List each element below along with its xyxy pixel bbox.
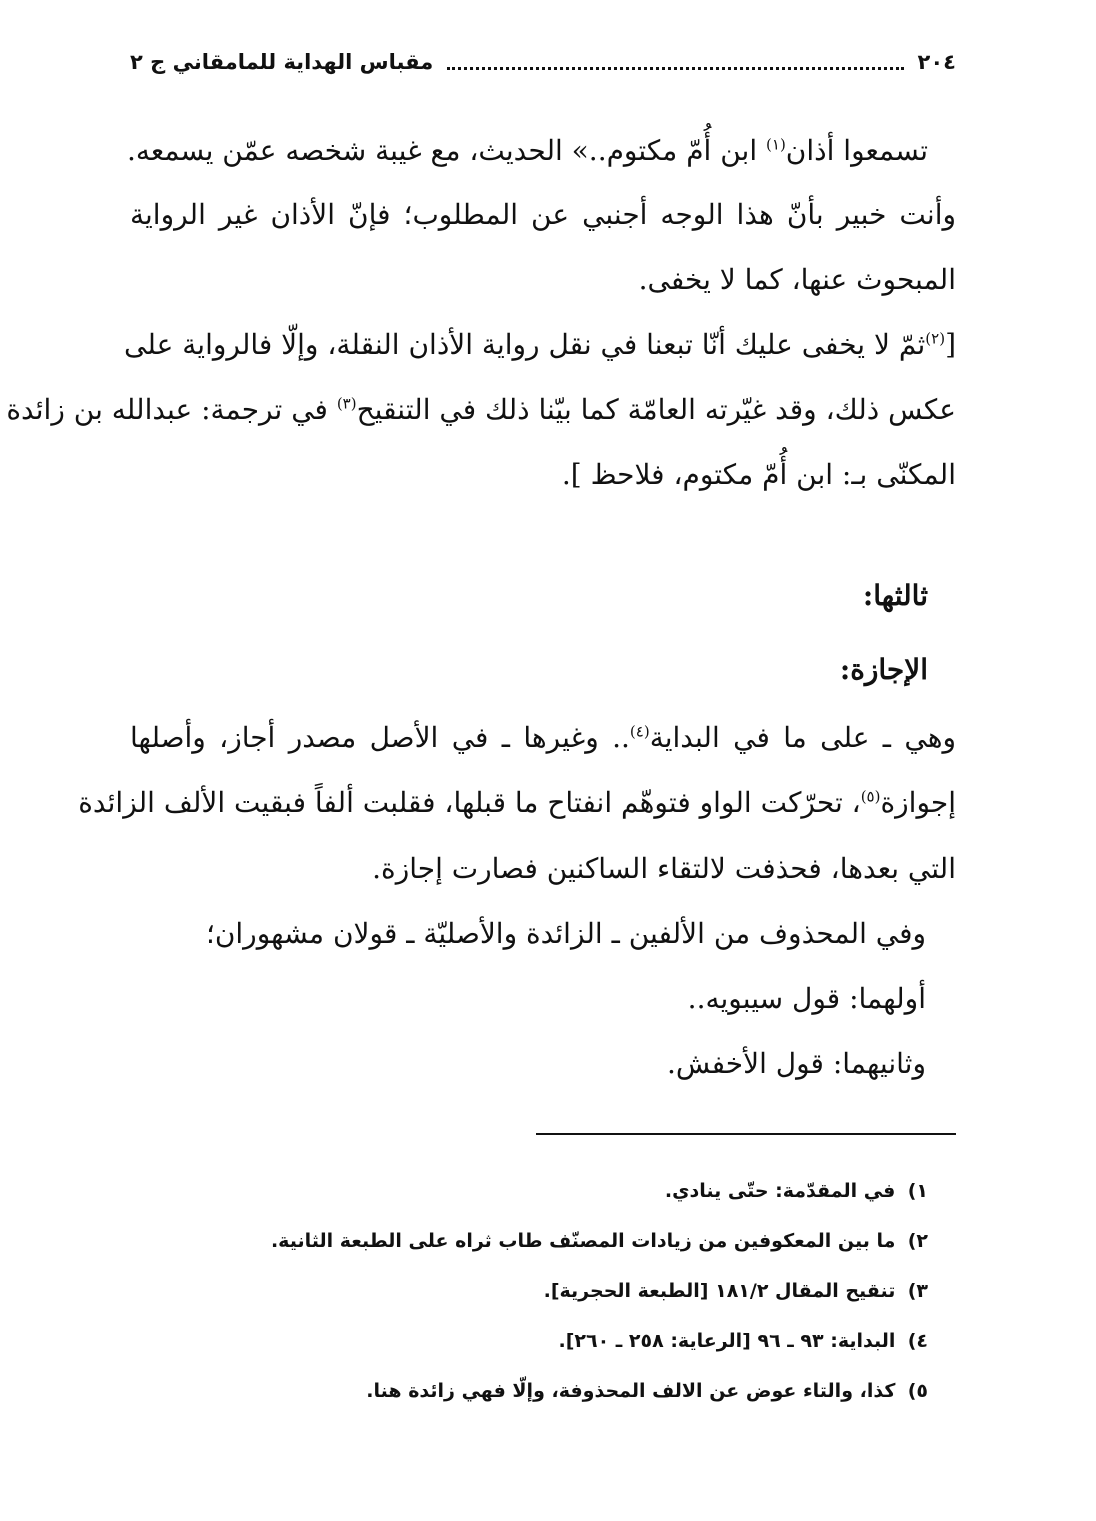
body-line-1 xyxy=(126,131,928,171)
body-line-7-text-b: .. وغيرها ـ في الأصل مصدر أجاز، وأصلها xyxy=(130,721,630,754)
footnote-text: البداية: ٩٣ ـ ٩٦ [الرعاية: ٢٥٨ ـ ٢٦٠]. xyxy=(558,1330,896,1352)
body-line-4-text: ثمّ لا يخفى عليك أنّا تبعنا في نقل رواية الأذان النقلة، وإلّا فالرواية على xyxy=(124,328,926,361)
footnote-1 xyxy=(130,1176,928,1206)
footnote-number: ٢) xyxy=(907,1230,928,1252)
body-line-1-text-b: ابن أُمّ مكتوم..» الحديث، مع غيبة شخصه عمّن يسمعه. xyxy=(126,134,767,167)
footnote-2 xyxy=(130,1226,928,1256)
footnote-number: ٤) xyxy=(907,1330,928,1352)
body-line-8-text-a: إجوازة xyxy=(880,786,956,819)
book-title: مقباس الهداية للمامقاني ج ٢ xyxy=(130,50,434,74)
body-line-11: أولهما: قول سيبويه.. xyxy=(687,982,926,1015)
footnote-text: في المقدّمة: حتّى ينادي. xyxy=(664,1180,896,1202)
footnote-number: ٥) xyxy=(907,1380,928,1402)
body-line-9: التي بعدها، فحذفت لالتقاء الساكنين فصارت إجازة. xyxy=(372,852,956,885)
section-heading-third: ثالثها: xyxy=(862,579,928,612)
footnote-ref-1: (١) xyxy=(766,135,786,154)
body-line-6: المكنّى بـ: ابن أُمّ مكتوم، فلاحظ ]. xyxy=(561,458,956,491)
body-line-7 xyxy=(130,718,956,758)
body-line-3: المبحوث عنها، كما لا يخفى. xyxy=(638,263,956,296)
body-line-5 xyxy=(6,390,956,430)
body-line-2: وأنت خبير بأنّ هذا الوجه أجنبي عن المطلوب؛ فإنّ الأذان غير الرواية xyxy=(130,198,956,231)
page-number: ٢٠٤ xyxy=(917,50,956,74)
footnote-text: كذا، والتاء عوض عن الالف المحذوفة، وإلّا فهي زائدة هنا. xyxy=(366,1380,896,1402)
footnote-number: ٣) xyxy=(907,1280,928,1302)
footnote-number: ١) xyxy=(907,1180,928,1202)
footnote-separator xyxy=(536,1133,956,1135)
header-dot-leader xyxy=(447,67,903,70)
body-line-1-text-a: تسمعوا أذان xyxy=(785,134,928,167)
footnote-3 xyxy=(130,1276,928,1306)
body-line-5-text-a: عكس ذلك، وقد غيّرته العامّة كما بيّنا ذلك في التنقيح xyxy=(356,393,956,426)
footnote-5 xyxy=(130,1376,928,1406)
body-line-4-bracket: [ xyxy=(945,328,956,361)
footnote-text: تنقيح المقال ١٨١/٢ [الطبعة الحجرية]. xyxy=(543,1280,896,1302)
footnote-4 xyxy=(130,1326,928,1356)
footnote-text: ما بين المعكوفين من زيادات المصنّف طاب ثراه على الطبعة الثانية. xyxy=(270,1230,896,1252)
running-header xyxy=(130,42,956,82)
footnote-ref-4: (٤) xyxy=(629,722,650,741)
body-line-8-text-b: ، تحرّكت الواو فتوهّم انفتاح ما قبلها، فقلبت ألفاً فبقيت الألف الزائدة xyxy=(78,786,861,819)
footnote-ref-2: (٢) xyxy=(925,329,946,348)
footnote-ref-3: (٣) xyxy=(336,394,357,413)
body-line-7-text-a: وهي ـ على ما في البداية xyxy=(649,721,957,754)
body-line-4 xyxy=(124,325,956,365)
section-heading-ijaza: الإجازة: xyxy=(839,653,928,686)
body-line-12: وثانيهما: قول الأخفش. xyxy=(667,1047,926,1080)
body-line-5-text-b: في ترجمة: عبدالله بن زائدة xyxy=(6,393,337,426)
footnote-ref-5: (٥) xyxy=(860,787,881,806)
body-line-10: وفي المحذوف من الألفين ـ الزائدة والأصليّة ـ قولان مشهوران؛ xyxy=(205,917,926,950)
body-line-8 xyxy=(78,783,956,823)
